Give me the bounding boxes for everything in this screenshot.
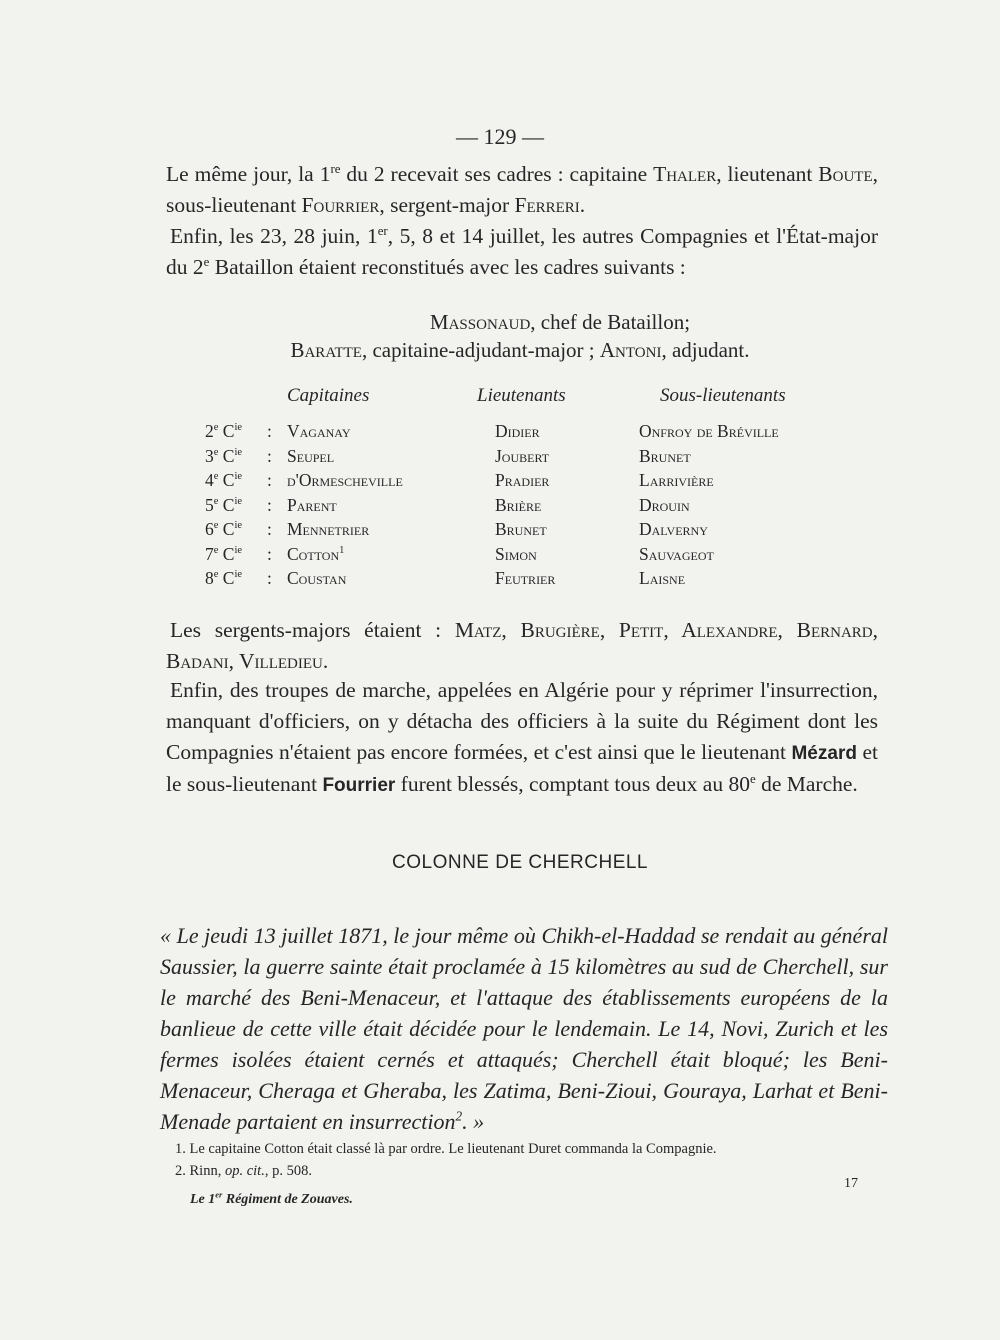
sous-lieutenant-name: Laisne <box>639 568 686 588</box>
table-row <box>205 519 845 543</box>
header-capitaines: Capitaines <box>287 385 370 406</box>
company-label: 6e $C^{ie}$ : <box>205 519 272 539</box>
quotation-cherchell: « Le jeudi 13 juillet 1871, le jour même où Chikh-el-Haddad se rendait au général Saussier, la guerre sainte était proclamée à 15 kilomètres au sud de Cherchell, sur le marché des Beni-Menaceur, et l'attaque des établissements européens de la banlieue de cette ville était décidée pour le lendemain. Le 14, Novi, Zurich et les fermes isolées étaient cernés et attaqués; Cherchell était bloqué; les Beni-Menaceur, Cheraga et Gheraba, les Zatima, Beni-Zioui, Gouraya, Larhat et Beni-Menade partaient en insurrection$^2$. » <box>160 923 888 1134</box>
paragraph-cadres-1re: Le même jour, la 1re du 2 recevait ses cadres : capitaine Thaler, lieutenant Boute, sous-lieutenant Fourrier, sergent-major Ferreri. <box>166 161 879 217</box>
lieutenant-name: Brière <box>495 494 542 515</box>
sergents-majors-names: Matz, Brugière, Petit, Alexandre, Bernard, Badani, Villedieu <box>166 618 878 673</box>
name-mezard: Mézard <box>791 743 857 764</box>
table-row <box>205 544 845 568</box>
footnote-1: 1. Le capitaine Cotton était classé là par ordre. Le lieutenant Duret commanda la Compagnie. <box>175 1141 717 1157</box>
capitaine-name: d'Ormescheville <box>287 470 403 490</box>
lieutenant-name: Joubert <box>495 445 550 466</box>
paragraph-sergents-majors: Les sergents-majors étaient : Matz, Brugière, Petit, Alexandre, Bernard, Badani, Villedieu. <box>166 618 878 673</box>
lieutenant-name: Didier <box>495 421 540 441</box>
sous-lieutenant-name: Drouin <box>639 494 690 515</box>
page-number: — 129 — <box>456 124 544 149</box>
lieutenant-name: Feutrier <box>495 568 556 588</box>
name-boute: Boute <box>818 162 873 186</box>
lieutenant-name: Brunet <box>495 519 547 539</box>
table-row <box>205 446 845 470</box>
table-row <box>205 495 845 519</box>
name-fourrier: Fourrier <box>301 193 380 217</box>
footnote-2: 2. Rinn, op. cit., p. 508. <box>175 1163 312 1179</box>
signature-line: Le 1er Régiment de Zouaves. <box>190 1190 353 1207</box>
sheet-number: 17 <box>844 1176 858 1191</box>
paragraph-troupes-de-marche: Enfin, des troupes de marche, appelées en Algérie pour y réprimer l'insurrection, manquant d'officiers, on y détacha des officiers à la suite du Régiment dont les Compagnies n'étaient pas encore formées, et c'est ainsi que le lieutenant Mézard et le sous-lieutenant Fourrier furent blessés, comptant tous deux au 80e de Marche. <box>166 678 878 796</box>
table-row <box>205 568 845 592</box>
sous-lieutenant-name: Dalverny <box>639 519 708 539</box>
sous-lieutenant-name: Brunet <box>639 445 691 466</box>
name-fourrier-bold: Fourrier <box>322 775 396 796</box>
lieutenant-name: Simon <box>495 543 537 564</box>
company-label: 2e $C^{ie}$ : <box>205 421 272 441</box>
staff-line-2: Baratte, capitaine-adjudant-major ; Antoni, adjudant. <box>290 338 750 362</box>
table-row <box>205 470 845 494</box>
paragraph-reconstitution: Enfin, les 23, 28 juin, 1er, 5, 8 et 14 juillet, les autres Compagnies et l'État-major du 2e Bataillon étaient reconstitués avec les cadres suivants : <box>166 223 878 279</box>
table-row <box>205 421 845 445</box>
sous-lieutenant-name: Larrivière <box>639 470 714 490</box>
capitaine-name: Parent <box>287 494 337 515</box>
company-label: 7e $C^{ie}$ : <box>205 543 272 564</box>
sous-lieutenant-name: Onfroy de Bréville <box>639 421 779 441</box>
sous-lieutenant-name: Sauvageot <box>639 543 714 564</box>
capitaine-name: Cotton$^1$ <box>287 543 345 564</box>
company-label: 4e $C^{ie}$ : <box>205 470 272 490</box>
section-heading: COLONNE DE CHERCHELL <box>392 852 648 873</box>
name-thaler: Thaler <box>653 162 717 186</box>
company-label: 3e $C^{ie}$ : <box>205 445 272 466</box>
company-label: 8e $C^{ie}$ : <box>205 568 272 588</box>
capitaine-name: Vaganay <box>287 421 351 441</box>
company-label: 5e $C^{ie}$ : <box>205 494 272 515</box>
lieutenant-name: Pradier <box>495 470 550 490</box>
capitaine-name: Mennetrier <box>287 519 370 539</box>
header-sous-lieutenants: Sous-lieutenants <box>660 385 786 406</box>
capitaine-name: Seupel <box>287 445 335 466</box>
staff-line-1: Massonaud, chef de Bataillon; <box>429 310 691 334</box>
name-ferreri: Ferreri <box>514 193 580 217</box>
header-lieutenants: Lieutenants <box>477 385 566 406</box>
capitaine-name: Coustan <box>287 568 347 588</box>
